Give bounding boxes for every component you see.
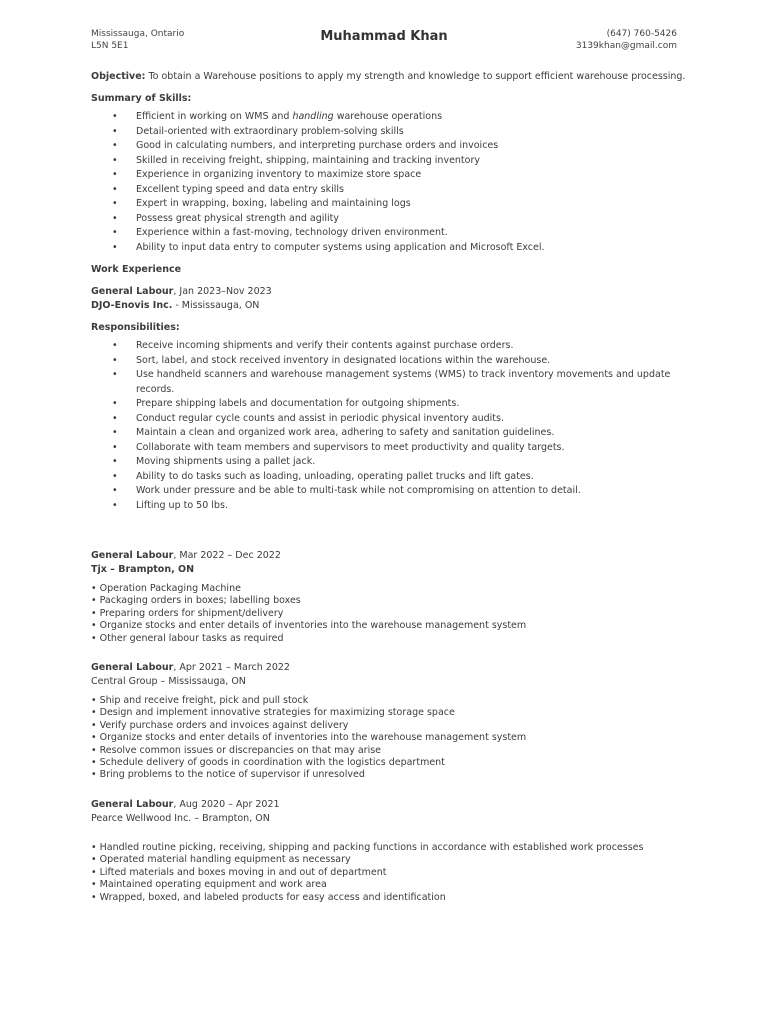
company-name: Tjx – Brampton, ON <box>91 564 195 575</box>
list-item: • Work under pressure and be able to multi-task while not compromising on attention to detail. <box>91 484 691 499</box>
objective <box>91 70 691 84</box>
list-item: • Bring problems to the notice of supervisor if unresolved <box>91 769 365 781</box>
list-item: • Resolve common issues or discrepancies on that may arise <box>91 744 382 756</box>
list-item: • Maintain a clean and organized work area, adhering to safety and sanitation guidelines. <box>91 426 691 441</box>
email-address: 3139khan@gmail.com <box>575 41 677 51</box>
contact-block <box>576 28 677 52</box>
job-dates: , Mar 2022 – Dec 2022 <box>173 550 281 561</box>
responsibilities-list <box>91 339 691 513</box>
job-title-line <box>91 285 691 299</box>
list-item: • Sort, label, and stock received inventory in designated locations within the warehouse. <box>91 354 691 369</box>
company-line <box>91 299 691 313</box>
job-title-line <box>91 798 691 812</box>
list-item: • Verify purchase orders and invoices against delivery <box>91 719 349 731</box>
skills-list <box>91 110 691 255</box>
list-item: • Maintained operating equipment and work area <box>91 879 327 891</box>
job-title: General Labour <box>91 798 174 810</box>
resume-body <box>91 70 691 904</box>
list-item: • Design and implement innovative strategies for maximizing storage space <box>91 707 455 719</box>
company-name: Pearce Wellwood Inc. – Brampton, ON <box>91 812 270 824</box>
list-item: • Ship and receive freight, pick and pull stock <box>91 695 309 707</box>
duties-list <box>91 695 691 782</box>
list-item: • Lifted materials and boxes moving in and out of department <box>91 866 387 878</box>
list-item: • Handled routine picking, receiving, shipping and packing functions in accordance with established work processes <box>91 841 644 853</box>
duties-list <box>91 583 691 645</box>
job-dates: , Aug 2020 – Apr 2021 <box>173 798 280 810</box>
address-city: Mississauga, Ontario <box>91 29 185 39</box>
list-item: • Efficient in working on WMS and handling warehouse operations <box>91 110 691 125</box>
list-item: • Collaborate with team members and supervisors to meet productivity and quality targets. <box>91 441 691 456</box>
job-dates: , Jan 2023–Nov 2023 <box>173 286 272 297</box>
list-item: • Good in calculating numbers, and interpreting purchase orders and invoices <box>91 139 691 154</box>
list-item: • Ability to do tasks such as loading, unloading, operating pallet trucks and lift gates. <box>91 470 691 485</box>
list-item: • Possess great physical strength and agility <box>91 212 691 227</box>
list-item: • Ability to input data entry to computer systems using application and Microsoft Excel. <box>91 241 691 256</box>
list-item: • Lifting up to 50 lbs. <box>91 499 691 514</box>
job-title: General Labour <box>91 550 174 561</box>
list-item: • Detail-oriented with extraordinary problem-solving skills <box>91 125 691 140</box>
list-item: • Experience within a fast-moving, technology driven environment. <box>91 226 691 241</box>
job-dates: , Apr 2021 – March 2022 <box>173 662 290 674</box>
responsibilities-heading: Responsibilities: <box>91 322 180 333</box>
work-heading: Work Experience <box>91 264 182 275</box>
list-item: • Expert in wrapping, boxing, labeling and maintaining logs <box>91 197 691 212</box>
job-title: General Labour <box>91 662 174 674</box>
objective-label: Objective: <box>91 71 146 82</box>
job-title-line <box>91 661 691 675</box>
list-item: • Conduct regular cycle counts and assist in periodic physical inventory audits. <box>91 412 691 427</box>
list-item: • Moving shipments using a pallet jack. <box>91 455 691 470</box>
candidate-name: Muhammad Khan <box>320 29 448 44</box>
company-name: Central Group – Mississauga, ON <box>91 676 246 688</box>
job-title-line <box>91 549 691 563</box>
list-item: • Schedule delivery of goods in coordination with the logistics department <box>91 757 445 769</box>
list-item: • Organize stocks and enter details of inventories into the warehouse management system <box>91 620 527 632</box>
address-postal: L5N 5E1 <box>91 41 129 51</box>
list-item: • Operated material handling equipment as necessary <box>91 854 351 866</box>
list-item: • Organize stocks and enter details of inventories into the warehouse management system <box>91 732 527 744</box>
company-location: - Mississauga, ON <box>172 300 260 311</box>
list-item: • Preparing orders for shipment/delivery <box>91 607 284 619</box>
list-item: • Use handheld scanners and warehouse management systems (WMS) to track inventory movements and update records. <box>91 368 691 397</box>
phone-number: (647) 760-5426 <box>606 29 677 39</box>
list-item: • Excellent typing speed and data entry skills <box>91 183 691 198</box>
objective-text: To obtain a Warehouse positions to apply my strength and knowledge to support efficient warehouse processing. <box>145 71 686 82</box>
list-item: • Packaging orders in boxes; labelling boxes <box>91 595 301 607</box>
list-item: • Operation Packaging Machine <box>91 583 241 594</box>
list-item: • Experience in organizing inventory to maximize store space <box>91 168 691 183</box>
list-item: • Receive incoming shipments and verify their contents against purchase orders. <box>91 339 691 354</box>
list-item: • Other general labour tasks as required <box>91 632 284 644</box>
duties-list <box>91 842 691 904</box>
list-item: • Wrapped, boxed, and labeled products for easy access and identification <box>91 891 446 903</box>
job-title: General Labour <box>91 286 174 297</box>
list-item: • Skilled in receiving freight, shipping, maintaining and tracking inventory <box>91 154 691 169</box>
skills-heading: Summary of Skills: <box>91 93 192 104</box>
list-item: • Prepare shipping labels and documentation for outgoing shipments. <box>91 397 691 412</box>
company-name: DJO-Enovis Inc. <box>91 300 173 311</box>
